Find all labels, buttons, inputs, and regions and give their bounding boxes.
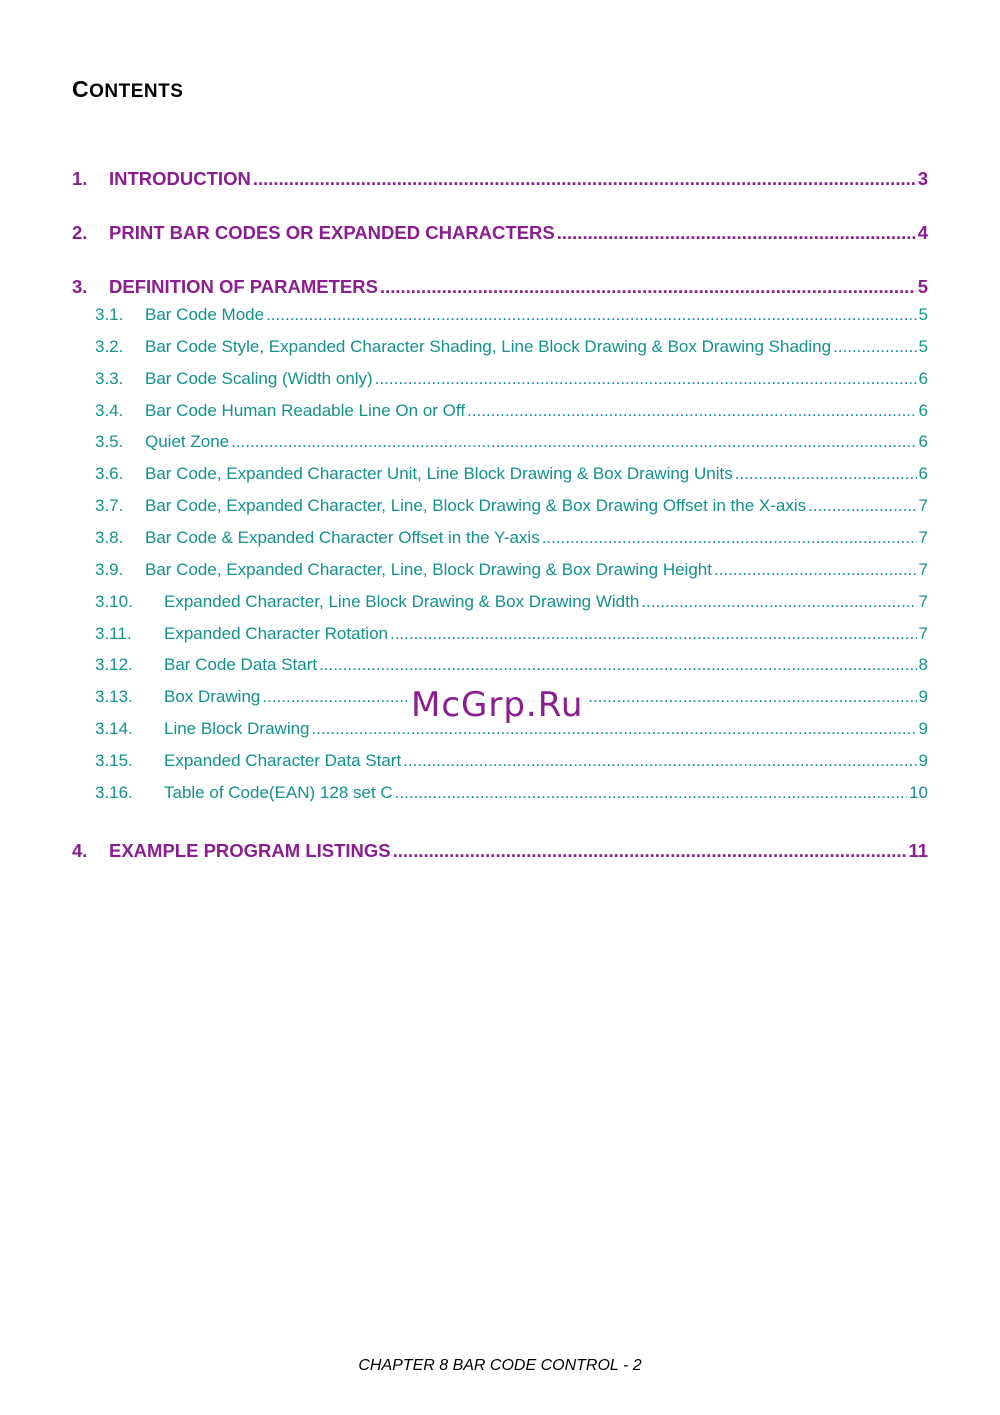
toc-entry-number: 3.12. xyxy=(95,655,133,674)
toc-dot-leader xyxy=(231,432,916,452)
toc-entry-title: Bar Code Mode xyxy=(145,305,265,324)
toc-dot-leader xyxy=(266,305,916,325)
toc-entry-page: 7 xyxy=(918,624,928,643)
toc-entry-number: 1. xyxy=(72,168,88,189)
toc-entry-title: Line Block Drawing xyxy=(164,719,310,738)
toc-entry-number: 3.11. xyxy=(95,624,132,643)
toc-entry-page: 7 xyxy=(918,496,928,515)
toc-entry-number: 3.4. xyxy=(95,401,124,420)
toc-dot-leader xyxy=(714,560,917,580)
toc-entry[interactable] xyxy=(72,276,928,300)
toc-entry-title: PRINT BAR CODES OR EXPANDED CHARACTERS xyxy=(109,222,555,243)
toc-dot-leader xyxy=(557,222,916,244)
toc-entry-number: 3.6. xyxy=(95,464,124,483)
toc-dot-leader xyxy=(390,624,917,644)
toc-entry-page: 3 xyxy=(917,168,928,189)
toc-entry-title: Expanded Character Rotation xyxy=(164,624,388,643)
toc-entry-number: 3.8. xyxy=(95,528,124,547)
page-title xyxy=(72,76,183,103)
toc-entry-title: Expanded Character, Line Block Drawing & Box Drawing Width xyxy=(164,592,640,611)
toc-dot-leader xyxy=(467,401,916,421)
toc-entry-title: Bar Code, Expanded Character Unit, Line Block Drawing & Box Drawing Units xyxy=(145,464,733,483)
toc-entry-number: 4. xyxy=(72,840,88,861)
toc-subentry[interactable] xyxy=(95,751,928,773)
toc-entry-page: 5 xyxy=(917,276,928,297)
toc-dot-leader xyxy=(542,528,917,548)
toc-entry-number: 3. xyxy=(72,276,88,297)
toc-subentry[interactable] xyxy=(95,655,928,677)
toc-entry-number: 3.10. xyxy=(95,592,133,611)
toc-dot-leader xyxy=(319,655,916,675)
toc-entry-page: 5 xyxy=(918,337,928,356)
toc-entry-page: 9 xyxy=(918,687,928,706)
toc-entry-title: Bar Code Scaling (Width only) xyxy=(145,369,373,388)
toc-subentry[interactable] xyxy=(95,401,928,423)
toc-entry-title: Expanded Character Data Start xyxy=(164,751,402,770)
toc-entry-page: 7 xyxy=(918,560,928,579)
toc-entry-page: 6 xyxy=(918,464,928,483)
toc-entry-number: 3.13. xyxy=(95,687,133,706)
toc-entry-number: 3.7. xyxy=(95,496,124,515)
toc-dot-leader xyxy=(312,719,917,739)
toc-entry-number: 3.5. xyxy=(95,432,124,451)
toc-entry-page: 9 xyxy=(918,719,928,738)
toc-entry[interactable] xyxy=(72,168,928,192)
toc-dot-leader xyxy=(393,840,907,862)
toc-dot-leader xyxy=(735,464,917,484)
toc-entry-page: 6 xyxy=(918,432,928,451)
toc-entry-number: 3.1. xyxy=(95,305,124,324)
toc-entry[interactable] xyxy=(72,840,928,864)
toc-entry-number: 3.14. xyxy=(95,719,133,738)
toc-entry-title: Quiet Zone xyxy=(145,432,230,451)
toc-entry-page: 8 xyxy=(918,655,928,674)
toc-subentry[interactable] xyxy=(95,432,928,454)
toc-subentry[interactable] xyxy=(95,464,928,486)
toc-entry-title: Box Drawing xyxy=(164,687,261,706)
toc-entry-title: EXAMPLE PROGRAM LISTINGS xyxy=(109,840,391,861)
toc-entry-page: 7 xyxy=(918,592,928,611)
toc-entry-number: 3.3. xyxy=(95,369,124,388)
page-footer: CHAPTER 8 BAR CODE CONTROL - 2 xyxy=(358,1357,642,1374)
toc-entry-number: 3.9. xyxy=(95,560,124,579)
toc-entry-title: DEFINITION OF PARAMETERS xyxy=(109,276,378,297)
toc-dot-leader xyxy=(833,337,916,357)
page-title-initial: C xyxy=(72,76,90,102)
toc-entry-number: 3.16. xyxy=(95,783,133,802)
toc-subentry[interactable] xyxy=(95,337,928,359)
toc-dot-leader xyxy=(641,592,916,612)
toc-entry-page: 6 xyxy=(918,369,928,388)
toc-entry-number: 2. xyxy=(72,222,88,243)
toc-entry-page: 5 xyxy=(918,305,928,324)
toc-entry-title: Bar Code & Expanded Character Offset in the Y-axis xyxy=(145,528,540,547)
toc-entry-title: Bar Code Data Start xyxy=(164,655,318,674)
toc-subentry[interactable] xyxy=(95,592,928,614)
toc-dot-leader xyxy=(253,168,916,190)
toc-entry-page: 4 xyxy=(917,222,928,243)
toc-entry-number: 3.2. xyxy=(95,337,124,356)
toc-entry-title: Table of Code(EAN) 128 set C xyxy=(164,783,393,802)
toc-entry-page: 10 xyxy=(909,783,928,802)
toc-entry-number: 3.15. xyxy=(95,751,133,770)
page-title-rest: ONTENTS xyxy=(89,81,184,102)
toc-entry-title: Bar Code Human Readable Line On or Off xyxy=(145,401,466,420)
toc-subentry[interactable] xyxy=(95,496,928,518)
toc-entry[interactable] xyxy=(72,222,928,246)
toc-subentry[interactable] xyxy=(95,783,928,805)
toc-subentry[interactable] xyxy=(95,369,928,391)
toc-dot-leader xyxy=(808,496,916,516)
toc-entry-page: 6 xyxy=(918,401,928,420)
toc-entry-title: INTRODUCTION xyxy=(109,168,251,189)
toc-dot-leader xyxy=(375,369,917,389)
toc-dot-leader xyxy=(380,276,916,298)
toc-entry-page: 11 xyxy=(908,840,928,861)
toc-subentry[interactable] xyxy=(95,528,928,550)
toc-entry-title: Bar Code, Expanded Character, Line, Block Drawing & Box Drawing Offset in the X-axis xyxy=(145,496,807,515)
toc-dot-leader xyxy=(403,751,916,771)
toc-dot-leader xyxy=(262,687,916,707)
toc-entry-page: 9 xyxy=(918,751,928,770)
toc-entry-page: 7 xyxy=(918,528,928,547)
toc-dot-leader xyxy=(395,783,907,803)
toc-entry-title: Bar Code, Expanded Character, Line, Block Drawing & Box Drawing Height xyxy=(145,560,712,579)
toc-subentry[interactable] xyxy=(95,624,928,646)
toc-entry-title: Bar Code Style, Expanded Character Shading, Line Block Drawing & Box Drawing Shading xyxy=(145,337,832,356)
watermark: McGrp.Ru xyxy=(407,685,587,725)
toc-subentry[interactable] xyxy=(95,305,928,327)
toc-subentry[interactable] xyxy=(95,560,928,582)
